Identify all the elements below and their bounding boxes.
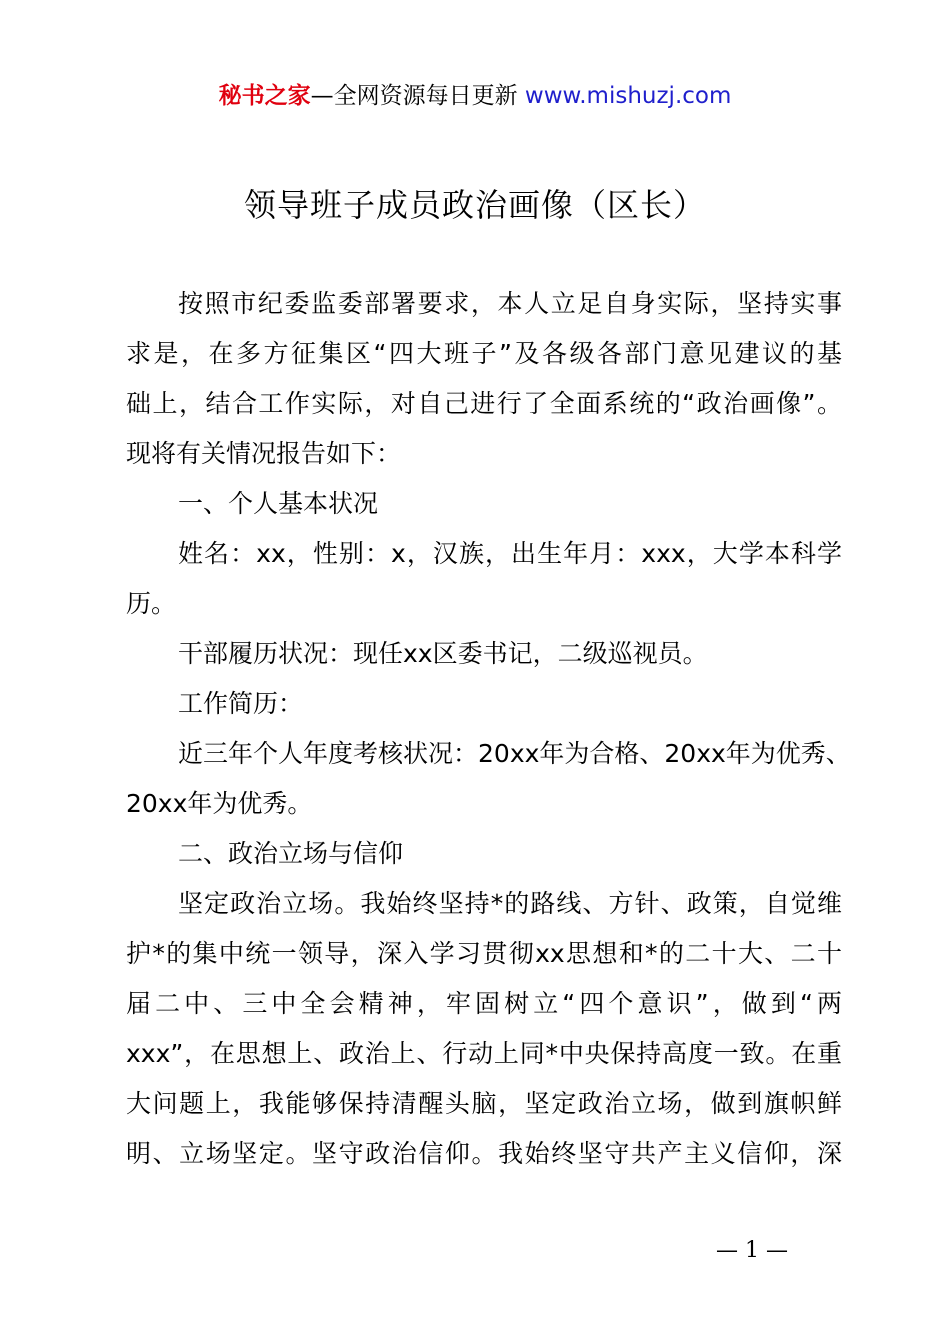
section-heading: 一、个人基本状况 [178,489,379,518]
page-number: — 1 — [716,1238,788,1263]
body-line: xxx”，在思想上、政治上、行动上同*中央保持高度一致。在重 [126,1039,842,1068]
document-body [126,282,851,1182]
body-line: 大问题上，我能够保持清醒头脑，坚定政治立场，做到旗帜鲜 [126,1089,842,1118]
section-heading: 二、政治立场与信仰 [178,839,404,868]
site-brand: 秘书之家 [218,83,311,109]
body-line: 20xx年为优秀。 [126,789,313,818]
body-line: 坚定政治立场。我始终坚持*的路线、方针、政策，自觉维 [178,889,842,918]
body-line: 姓名：xx，性别：x，汉族，出生年月：xxx，大学本科学 [178,539,842,568]
body-line: 历。 [126,589,177,618]
document-title: 领导班子成员政治画像（区长） [243,186,706,224]
body-line: 届二中、三中全会精神，牢固树立“四个意识”，做到“两 [126,989,842,1018]
body-line: 护*的集中统一领导，深入学习贯彻xx思想和*的二十大、二十 [126,939,842,968]
site-tagline: —全网资源每日更新 [310,83,525,109]
body-line: 工作简历： [178,689,304,718]
body-line: 干部履历状况：现任xx区委书记，二级巡视员。 [178,639,708,668]
body-line: 按照市纪委监委部署要求，本人立足自身实际，坚持实事 [178,289,842,318]
site-url-link[interactable]: www.mishuzj.com [524,83,732,109]
site-header [0,80,950,112]
body-line: 现将有关情况报告如下： [126,439,402,468]
body-line: 础上，结合工作实际，对自己进行了全面系统的“政治画像”。 [126,389,842,418]
body-line: 求是，在多方征集区“四大班子”及各级各部门意见建议的基 [126,339,842,368]
body-line: 近三年个人年度考核状况：20xx年为合格、20xx年为优秀、 [178,739,851,768]
body-line: 明、立场坚定。坚守政治信仰。我始终坚守共产主义信仰，深 [126,1139,842,1168]
